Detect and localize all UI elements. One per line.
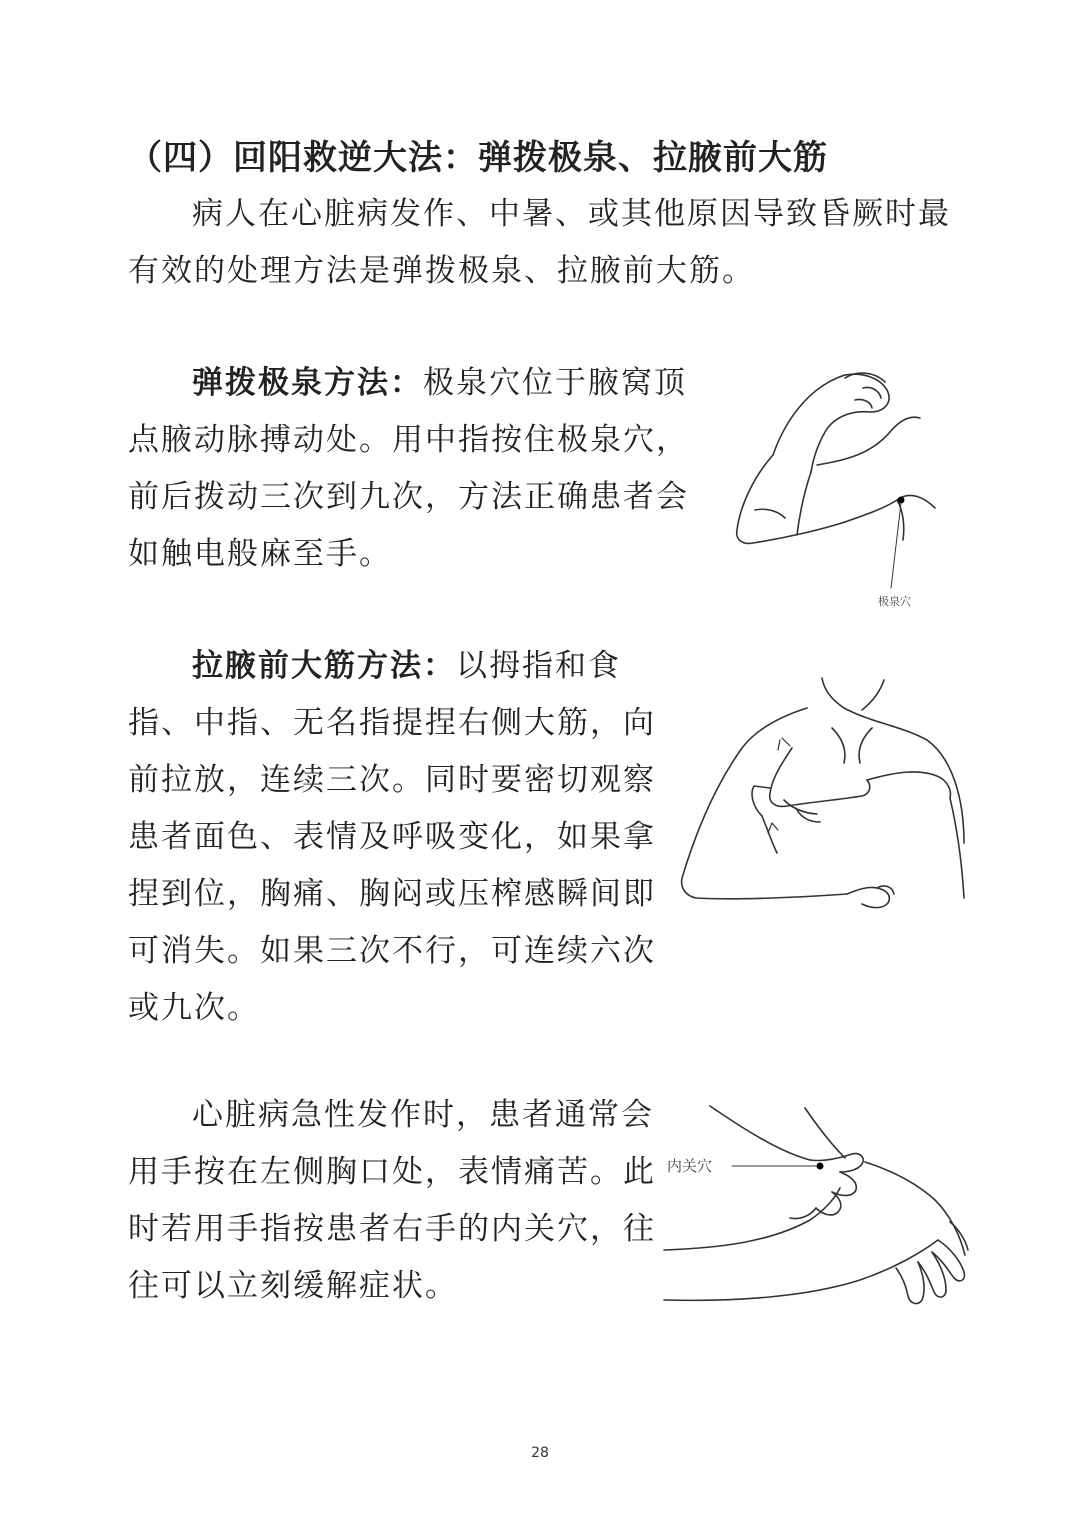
jiquan-body: 极泉穴位于腋窝顶点腋动脉搏动处。用中指按住极泉穴，前后拨动三次到九次，方法正确患者会如触电般麻至手。	[128, 365, 689, 572]
neiguan-label: 内关穴	[667, 1157, 713, 1175]
yeqian-illustration	[672, 668, 972, 930]
neiguan-body: 心脏病急性发作时，患者通常会用手按在左侧胸口处，表情痛苦。此时若用手指按患者右手的内关穴，往往可以立刻缓解症状。	[128, 1097, 656, 1304]
jiquan-paragraph	[128, 355, 718, 583]
yeqian-paragraph	[128, 638, 663, 1037]
jiquan-label: 极泉穴	[878, 595, 911, 608]
yeqian-heading: 拉腋前大筋方法：	[192, 648, 456, 684]
page-number: 28	[531, 1445, 549, 1461]
jiquan-illustration	[725, 360, 955, 615]
jiquan-heading: 弹拨极泉方法：	[192, 365, 423, 401]
neiguan-paragraph	[128, 1087, 663, 1315]
yeqian-body: 以拇指和食指、中指、无名指提捏右侧大筋，向前拉放，连续三次。同时要密切观察患者面色、表情及呼吸变化，如果拿捏到位，胸痛、胸闷或压榨感瞬间即可消失。如果三次不行，可连续六次或九次。	[128, 648, 656, 1026]
intro-paragraph	[128, 186, 958, 300]
intro-text: 病人在心脏病发作、中暑、或其他原因导致昏厥时最有效的处理方法是弹拨极泉、拉腋前大筋。	[128, 196, 951, 289]
section-title: （四）回阳救逆大法：弹拨极泉、拉腋前大筋	[128, 138, 828, 178]
neiguan-illustration	[660, 1100, 975, 1315]
